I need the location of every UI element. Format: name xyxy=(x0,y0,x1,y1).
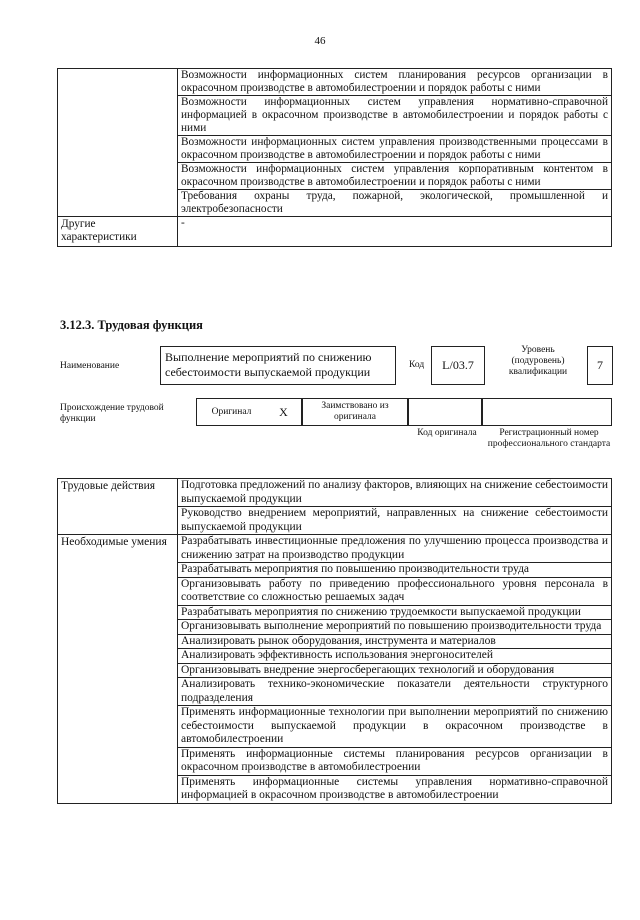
table-row xyxy=(58,479,612,507)
reg-number-box xyxy=(482,398,612,426)
table-cell: Применять информационные системы управления нормативно-справочной информацией в окрасочном производстве в автомобилестроении xyxy=(178,775,612,803)
table-cell: Возможности информационных систем управления производственными процессами в окрасочном производстве в автомобилестроении и порядок работы с ними xyxy=(178,136,612,163)
code-label: Код xyxy=(409,360,425,370)
row-label-empty xyxy=(58,69,178,217)
table-cell: Анализировать технико-экономические показатели деятельности структурного подразделения xyxy=(178,678,612,706)
table-cell: - xyxy=(178,217,612,247)
table-cell: Анализировать рынок оборудования, инструмента и материалов xyxy=(178,634,612,649)
origin-code-caption: Код оригинала xyxy=(417,428,477,438)
table-cell: Организовывать работу по приведению профессионального уровня персонала в соответствие со сложностью решаемых задач xyxy=(178,577,612,605)
table-cell: Разрабатывать мероприятия по снижению трудоемкости выпускаемой продукции xyxy=(178,605,612,620)
page-number: 46 xyxy=(314,35,326,47)
table-cell: Разрабатывать мероприятия по повышению производительности труда xyxy=(178,563,612,578)
level-label: Уровень (подуровень) квалификации xyxy=(508,345,568,377)
group-label-actions: Трудовые действия xyxy=(58,479,178,535)
function-table xyxy=(57,478,612,804)
level-box: 7 xyxy=(587,346,613,385)
reg-number-caption: Регистрационный номер профессионального стандарта xyxy=(487,428,611,449)
table-cell: Применять информационные технологии при выполнении мероприятий по снижению себестоимости выпускаемой продукции в окрасочном производстве в автомобилестроении xyxy=(178,706,612,748)
function-name-box: Выполнение мероприятий по снижению себестоимости выпускаемой продукции xyxy=(160,346,396,385)
table-cell: Руководство внедрением мероприятий, направленных на снижение себестоимости выпускаемой продукции xyxy=(178,507,612,535)
section-title: 3.12.3. Трудовая функция xyxy=(60,318,203,332)
table-row xyxy=(58,69,612,96)
table-cell: Возможности информационных систем планирования ресурсов организации в окрасочном производстве в автомобилестроении и порядок работы с ними xyxy=(178,69,612,96)
table-row xyxy=(58,217,612,247)
table-cell: Применять информационные системы планирования ресурсов организации в окрасочном производстве в автомобилестроении xyxy=(178,747,612,775)
table-cell: Возможности информационных систем управления нормативно-справочной информацией в окрасочном производстве в автомобилестроении и порядок работы с ними xyxy=(178,96,612,136)
knowledge-table xyxy=(57,68,612,247)
table-cell: Анализировать эффективность использования энергоносителей xyxy=(178,649,612,664)
origin-code-box xyxy=(408,398,482,426)
name-label: Наименование xyxy=(60,361,120,371)
table-row xyxy=(58,535,612,563)
origin-label: Происхождение трудовой функции xyxy=(60,403,164,424)
table-cell: Организовывать выполнение мероприятий по повышению производительности труда xyxy=(178,620,612,635)
original-mark: X xyxy=(266,398,302,426)
function-code-box: L/03.7 xyxy=(431,346,485,385)
row-label-other: Другие характеристики xyxy=(58,217,178,247)
original-label: Оригинал xyxy=(196,398,266,426)
table-cell: Разрабатывать инвестиционные предложения по улучшению процесса производства и снижению затрат на производство продукции xyxy=(178,535,612,563)
borrowed-label: Заимствовано из оригинала xyxy=(302,398,408,426)
table-cell: Требования охраны труда, пожарной, экологической, промышленной и электробезопасности xyxy=(178,190,612,217)
group-label-skills: Необходимые умения xyxy=(58,535,178,804)
table-cell: Возможности информационных систем управления корпоративным контентом в окрасочном производстве в автомобилестроении и порядок работы с ними xyxy=(178,163,612,190)
table-cell: Организовывать внедрение энергосберегающих технологий и оборудования xyxy=(178,663,612,678)
table-cell: Подготовка предложений по анализу факторов, влияющих на снижение себестоимости выпускаемой продукции xyxy=(178,479,612,507)
